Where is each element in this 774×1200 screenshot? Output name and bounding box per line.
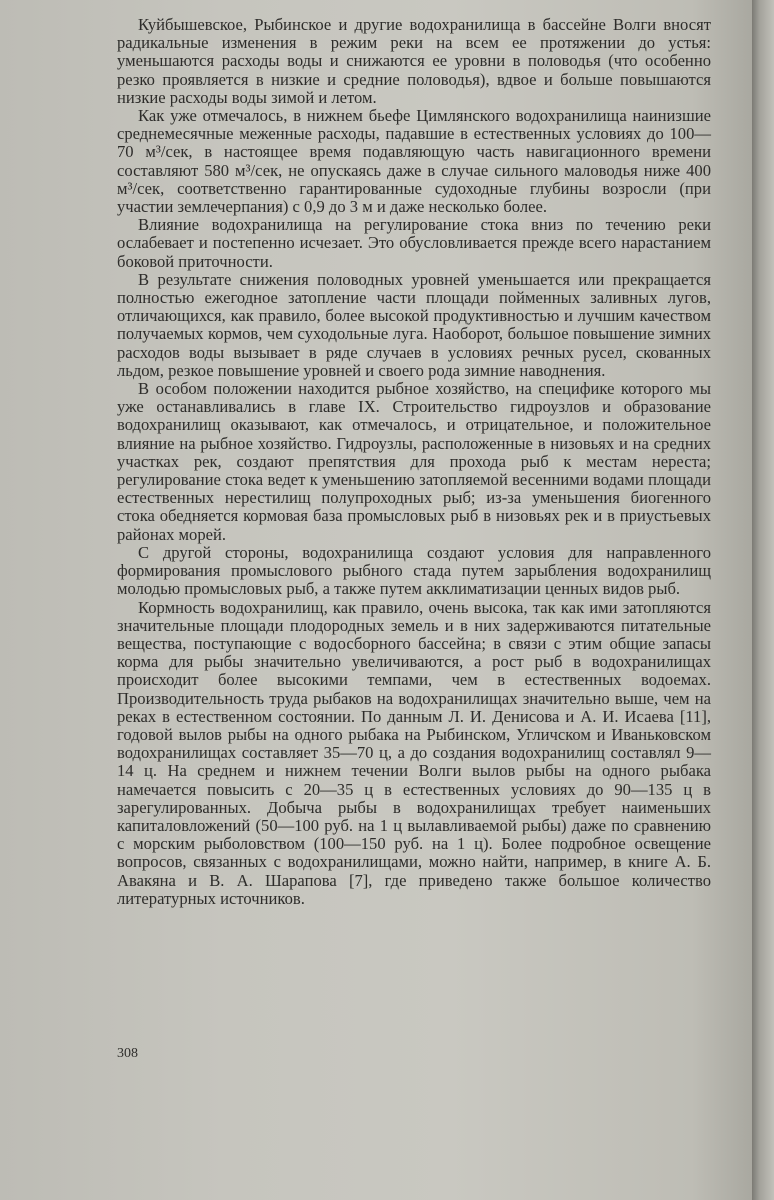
paragraph-2: Как уже отмечалось, в нижнем бьефе Цимлянского водохранилища наинизшие среднемесячные меженные расходы, падавшие в естественных условиях до 100—70 м³/сек, в настоящее время подавляющую часть навигационного времени составляют 580 м³/сек, не опускаясь даже в случае сильного маловодья ниже 400 м³/сек, соответственно гарантированные судоходные глубины возросли (при участии землечерпания) с 0,9 до 3 м и даже несколько более. <box>117 106 711 217</box>
book-spine-edge <box>752 0 774 1200</box>
paragraph-6: С другой стороны, водохранилища создают условия для направленного формирования промыслового рыбного стада путем зарыбления водохранилищ молодью промысловых рыб, а также путем акклиматизации ценных видов рыб. <box>117 542 711 599</box>
body-text <box>117 16 711 908</box>
paragraph-3: Влияние водохранилища на регулирование стока вниз по течению реки ослабевает и постепенно исчезает. Это обусловливается прежде всего нарастанием боковой приточности. <box>117 215 711 271</box>
paragraph-4: В результате снижения половодных уровней уменьшается или прекращается полностью ежегодное затопление части площади пойменных заливных лугов, отличающихся, как правило, более высокой продуктивностью и лучшим качеством получаемых кормов, чем суходольные луга. Наоборот, большое повышение зимних расходов воды вызывает в ряде случаев в условиях речных русел, скованных льдом, резкое повышение уровней и своего рода зимние наводнения. <box>117 269 711 380</box>
paragraph-7: Кормность водохранилищ, как правило, очень высока, так как ими затопляются значительные площади плодородных земель и в них задерживаются питательные вещества, поступающие с водосборного бассейна; в связи с этим общие запасы корма для рыбы значительно увеличиваются, а рост рыб в водохранилищах происходит более высокими темпами, чем в естественных водоемах. Производительность труда рыбаков на водохранилищах значительно выше, чем на реках в естественном состоянии. По данным Л. И. Денисова и А. И. Исаева [11], годовой вылов рыбы на одного рыбака на Рыбинском, Угличском и Иваньковском водохранилищах составляет 35—70 ц, а до создания водохранилищ составлял 9—14 ц. На среднем и нижнем течении Волги вылов рыбы на одного рыбака намечается повысить с 20—35 ц в естественных условиях до 90—135 ц в зарегулированных. Добыча рыбы в водохранилищах требует наименьших капиталовложений (50—100 руб. на 1 ц вылавливаемой рыбы) даже по сравнению с морским рыболовством (100—150 руб. на 1 ц). Более подробное освещение вопросов, связанных с водохранилищами, можно найти, например, в книге А. Б. Авакяна и В. А. Шарапова [7], где приведено также большое количество литературных источников. <box>117 597 711 908</box>
paragraph-5: В особом положении находится рыбное хозяйство, на специфике которого мы уже останавливались в главе IX. Строительство гидроузлов и образование водохранилищ оказывают, как отмечалось, и отрицательное, и положительное влияние на рыбное хозяйство. Гидроузлы, расположенные в низовьях и на средних участках рек, создают препятствия для прохода рыб к местам нереста; регулирование стока ведет к уменьшению затопляемой весенними водами площади естественных нерестилищ полупроходных рыб; из-за уменьшения биогенного стока обедняется кормовая база промысловых рыб в низовьях рек и в приустьевых районах морей. <box>117 379 711 544</box>
paragraph-1: Куйбышевское, Рыбинское и другие водохранилища в бассейне Волги вносят радикальные изменения в режим реки на всем ее протяжении до устья: уменьшаются расходы воды и снижаются ее уровни в половодья (что особенно резко проявляется в низкие и средние половодья), вдвое и больше повышаются низкие расходы воды зимой и летом. <box>117 15 711 107</box>
page-number: 308 <box>117 1046 138 1061</box>
